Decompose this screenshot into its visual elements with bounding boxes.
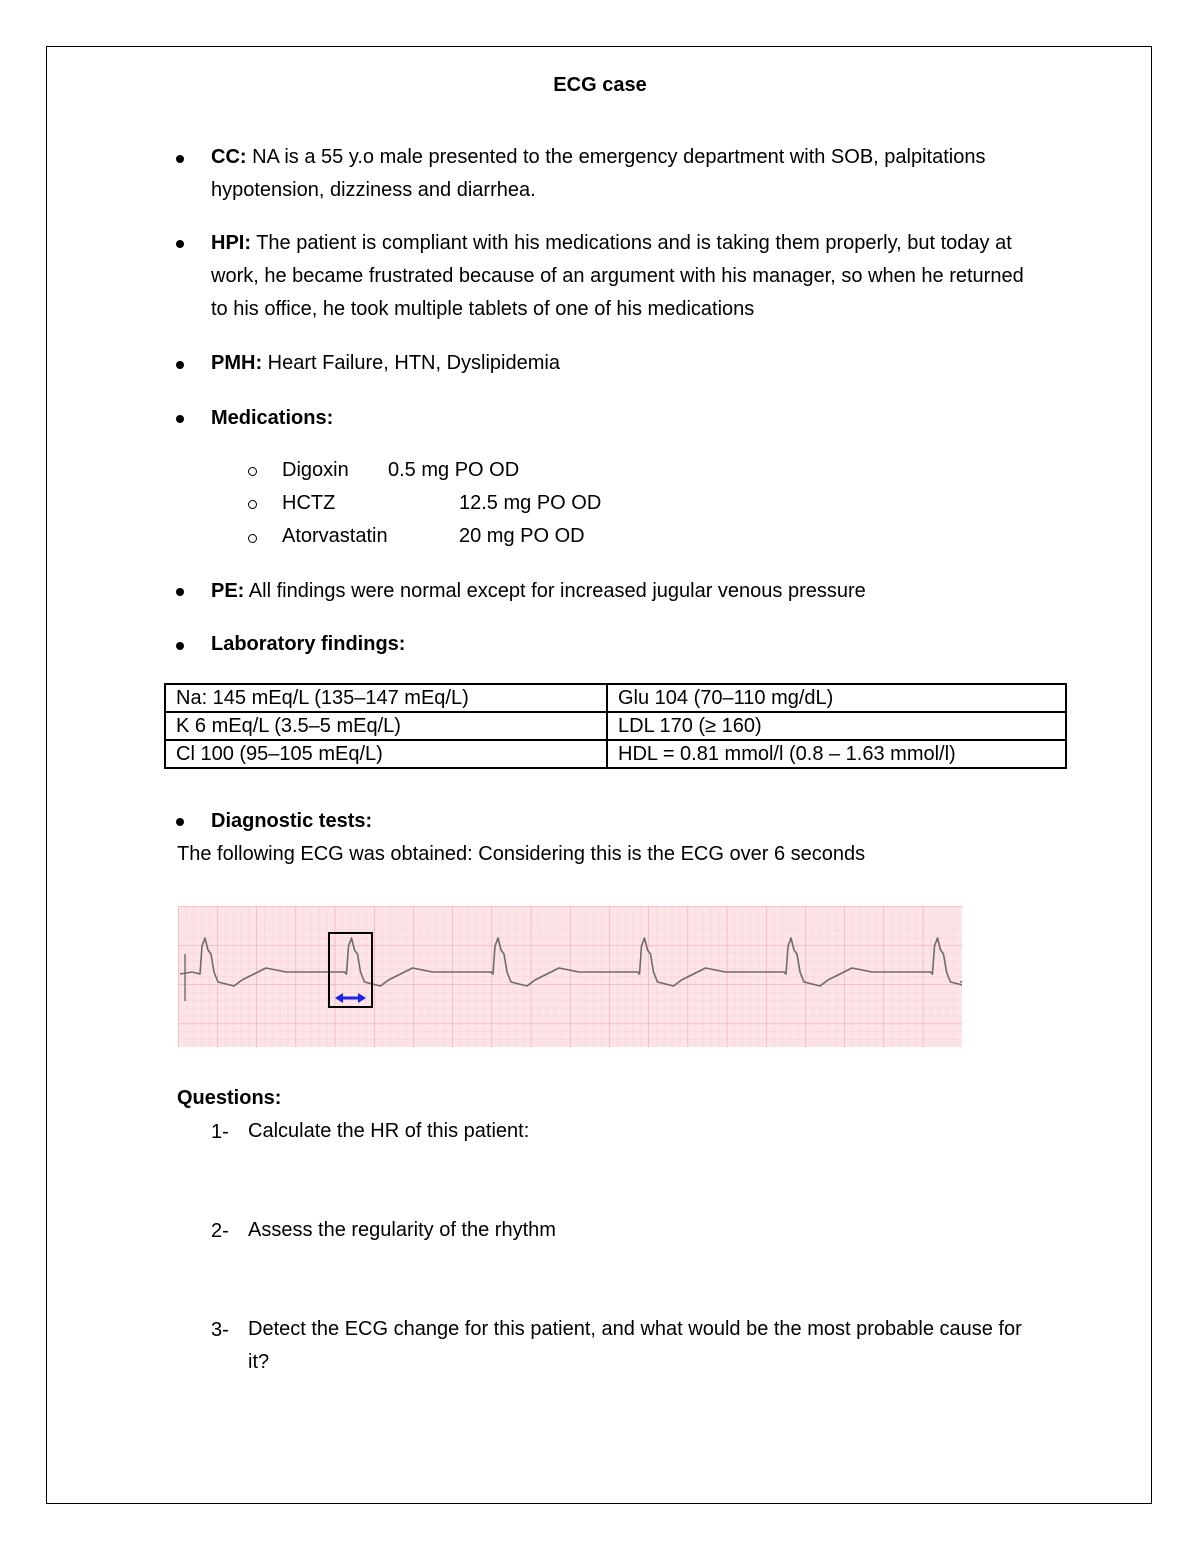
table-row bbox=[165, 684, 1066, 712]
table-row bbox=[165, 740, 1066, 768]
cc-paragraph bbox=[211, 141, 1041, 207]
question-text: Calculate the HR of this patient: bbox=[248, 1120, 530, 1142]
pmh-text: Heart Failure, HTN, Dyslipidemia bbox=[262, 352, 560, 374]
question-text: Assess the regularity of the rhythm bbox=[248, 1219, 556, 1241]
labs-label: Laboratory findings: bbox=[211, 633, 406, 655]
labs-heading bbox=[211, 628, 1041, 661]
hpi-paragraph bbox=[211, 227, 1041, 326]
table-cell: K 6 mEq/L (3.5–5 mEq/L) bbox=[165, 712, 607, 740]
pe-text: All findings were normal except for increased jugular venous pressure bbox=[244, 580, 866, 602]
bullet-icon bbox=[176, 155, 184, 163]
table-cell: HDL = 0.81 mmol/l (0.8 – 1.63 mmol/l) bbox=[607, 740, 1066, 768]
medications-heading bbox=[211, 402, 1041, 435]
hpi-text: The patient is compliant with his medications and is taking them properly, but today at work, he became frustrated because of an argument with his manager, so when he returned to his office, he took multiple tablets of one of his medications bbox=[211, 232, 1024, 320]
questions-heading: Questions: bbox=[177, 1087, 282, 1109]
pmh-label: PMH: bbox=[211, 352, 263, 374]
ecg-grid bbox=[178, 906, 962, 1047]
medications-label: Medications: bbox=[211, 407, 334, 429]
medication-name: Digoxin bbox=[282, 459, 349, 481]
bullet-icon bbox=[176, 588, 184, 596]
circle-bullet-icon bbox=[248, 534, 257, 543]
question-number: 3- bbox=[211, 1319, 229, 1341]
circle-bullet-icon bbox=[248, 500, 257, 509]
medication-name: HCTZ bbox=[282, 492, 336, 514]
lab-results-table bbox=[164, 683, 1067, 769]
bullet-icon bbox=[176, 642, 184, 650]
cc-label: CC: bbox=[211, 146, 247, 168]
table-row bbox=[165, 712, 1066, 740]
bullet-icon bbox=[176, 240, 184, 248]
table-cell: Na: 145 mEq/L (135–147 mEq/L) bbox=[165, 684, 607, 712]
page-title: ECG case bbox=[553, 74, 647, 96]
medication-name: Atorvastatin bbox=[282, 525, 388, 547]
table-cell: LDL 170 (≥ 160) bbox=[607, 712, 1066, 740]
medication-dose: 20 mg PO OD bbox=[459, 525, 585, 547]
cc-text: NA is a 55 y.o male presented to the emergency department with SOB, palpitations hypotension, dizziness and diarrhea. bbox=[211, 146, 986, 201]
table-cell: Cl 100 (95–105 mEq/L) bbox=[165, 740, 607, 768]
medication-dose: 12.5 mg PO OD bbox=[459, 492, 602, 514]
pe-label: PE: bbox=[211, 580, 245, 602]
table-cell: Glu 104 (70–110 mg/dL) bbox=[607, 684, 1066, 712]
ecg-strip-image bbox=[178, 906, 962, 1047]
diagnostics-heading bbox=[211, 805, 1041, 838]
bullet-icon bbox=[176, 818, 184, 826]
hpi-label: HPI: bbox=[211, 232, 251, 254]
circle-bullet-icon bbox=[248, 467, 257, 476]
diagnostics-text: The following ECG was obtained: Considering this is the ECG over 6 seconds bbox=[177, 843, 866, 865]
diagnostics-label: Diagnostic tests: bbox=[211, 810, 373, 832]
pe-paragraph bbox=[211, 575, 1041, 608]
question-text: Detect the ECG change for this patient, and what would be the most probable cause for it? bbox=[248, 1318, 1022, 1373]
medication-dose: 0.5 mg PO OD bbox=[388, 459, 520, 481]
bullet-icon bbox=[176, 361, 184, 369]
question-number: 1- bbox=[211, 1121, 229, 1143]
pmh-paragraph bbox=[211, 347, 1041, 380]
question-number: 2- bbox=[211, 1220, 229, 1242]
bullet-icon bbox=[176, 415, 184, 423]
